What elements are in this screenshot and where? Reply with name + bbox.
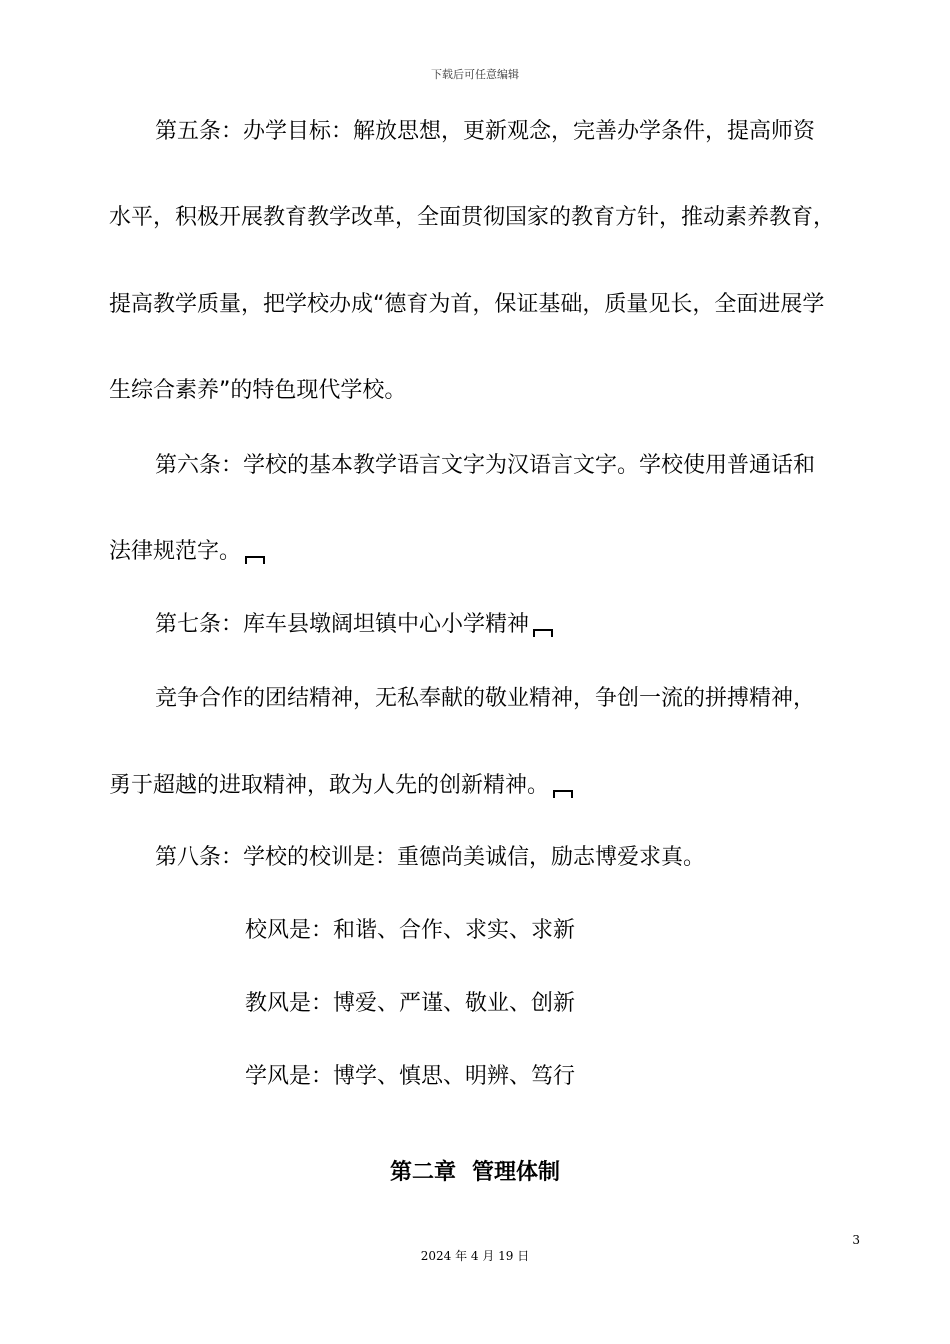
chapter-heading <box>0 1158 950 1188</box>
article-5-line-4: 生综合素养”的特色现代学校。 <box>109 378 407 403</box>
article-8-line-1: 第八条：学校的校训是：重德尚美诚信，励志博爱求真。 <box>155 845 706 870</box>
chapter-title: 管理体制 <box>472 1160 561 1185</box>
article-6-line-1: 第六条：学校的基本教学语言文字为汉语言文字。学校使用普通话和 <box>155 453 816 478</box>
article-5-line-3: 提高教学质量，把学校办成“德育为首，保证基础，质量见长，全面进展学 <box>109 292 825 317</box>
paragraph-mark-icon <box>533 629 553 637</box>
article-7-line-1 <box>155 610 553 640</box>
article-5-line-2: 水平，积极开展教育教学改革，全面贯彻国家的教育方针，推动素养教育， <box>109 205 836 230</box>
page-header: 下载后可任意编辑 <box>431 68 519 81</box>
spirit-line-1: 竞争合作的团结精神，无私奉献的敬业精神，争创一流的拼搏精神， <box>155 686 816 711</box>
spirit-line-2 <box>109 771 573 801</box>
article-6-line-2-text: 法律规范字。 <box>109 539 242 564</box>
article-5-line-1: 第五条：办学目标：解放思想，更新观念，完善办学条件，提高师资 <box>155 119 816 144</box>
school-style-line: 校风是：和谐、合作、求实、求新 <box>245 918 576 943</box>
study-style-line: 学风是：博学、慎思、明辨、笃行 <box>245 1064 576 1089</box>
page-number: 3 <box>852 1233 860 1247</box>
article-6-line-2 <box>109 537 265 567</box>
paragraph-mark-icon <box>245 556 265 564</box>
article-7-line-1-text: 第七条：库车县墩阔坦镇中心小学精神 <box>155 612 530 637</box>
teaching-style-line: 教风是：博爱、严谨、敬业、创新 <box>245 991 576 1016</box>
footer-date: 2024 年 4 月 19 日 <box>420 1249 530 1263</box>
paragraph-mark-icon <box>553 790 573 798</box>
spirit-line-2-text: 勇于超越的进取精神，敢为人先的创新精神。 <box>109 773 550 798</box>
chapter-number: 第二章 <box>389 1160 456 1185</box>
